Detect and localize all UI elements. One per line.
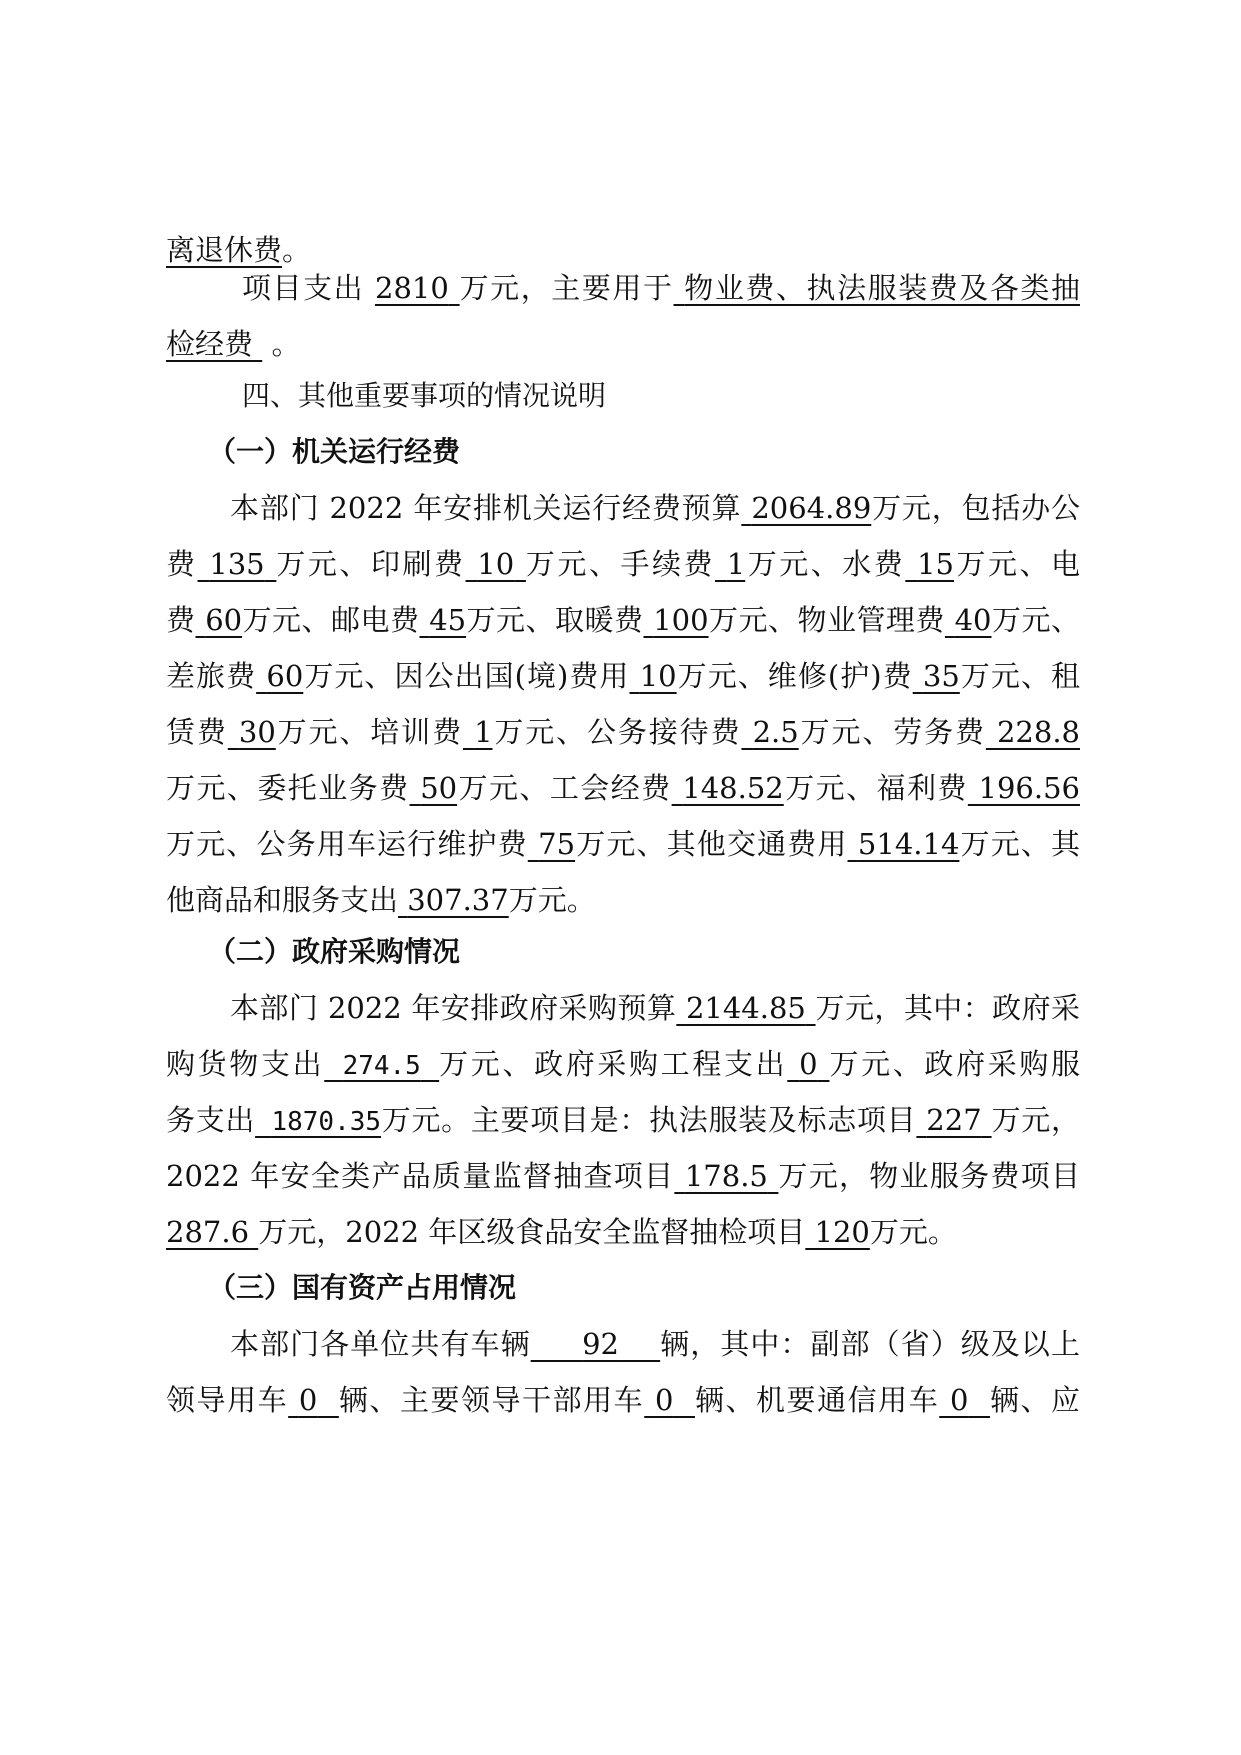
text-line-11: 万元、委托业务费 50万元、工会经费 148.52万元、福利费 196.56 <box>166 771 1080 805</box>
underlined-item: 物业费、执法服装费及各类抽 <box>684 271 1080 305</box>
text-line-18: 2022 年安全类产品质量监督抽查项目 178.5 万元，物业服务费项目 <box>166 1159 1080 1193</box>
section-heading-4: 四、其他重要事项的情况说明 <box>242 379 607 412</box>
underlined-item: 检经费 <box>166 327 254 361</box>
text-line-19: 287.6 万元，2022 年区级食品安全监督抽检项目 120万元。 <box>166 1215 957 1249</box>
text-run: 。 <box>282 233 312 267</box>
underlined-value: 92 <box>582 1327 619 1361</box>
underlined-value: 50 <box>420 771 458 805</box>
underlined-value: 148.52 <box>682 771 784 805</box>
underlined-value: 287.6 <box>166 1215 250 1249</box>
underlined-value: 1 <box>726 547 746 581</box>
text-line-21: 本部门各单位共有车辆 92 辆，其中：副部（省）级及以上 <box>230 1327 1080 1361</box>
subsection-heading-3: （三）国有资产占用情况 <box>208 1271 517 1304</box>
underlined-value: 0 <box>799 1047 818 1081</box>
underlined-value: 30 <box>238 715 276 749</box>
text-line-13: 他商品和服务支出 307.37万元。 <box>166 883 596 917</box>
text-run: 。 <box>271 327 301 361</box>
text-run: 项目支出 <box>242 271 365 305</box>
underlined-value: 60 <box>266 659 304 693</box>
underlined-value: 1870.35 <box>271 1107 382 1137</box>
text-line-16: 购货物支出 274.5 万元、政府采购工程支出 0 万元、政府采购服 <box>166 1047 1081 1081</box>
text-line-15: 本部门 2022 年安排政府采购预算 2144.85 万元，其中：政府采 <box>230 991 1081 1025</box>
text-line-22: 领导用车 0 辆、主要领导干部用车 0 辆、机要通信用车 0 辆、应 <box>166 1383 1081 1417</box>
underlined-value: 10 <box>639 659 677 693</box>
underlined-value: 1 <box>474 715 493 749</box>
underlined-value: 514.14 <box>857 827 960 861</box>
text-line-9: 差旅费 60万元、因公出国(境)费用 10万元、维修(护)费 35万元、租 <box>166 659 1080 693</box>
underlined-value: 2810 <box>375 271 449 305</box>
underlined-value: 0 <box>298 1383 318 1417</box>
underlined-value: 2.5 <box>752 715 799 749</box>
underlined-value: 60 <box>205 603 243 637</box>
underlined-value: 196.56 <box>978 771 1080 805</box>
subsection-heading-1: （一）机关运行经费 <box>208 435 461 468</box>
text-line-10: 赁费 30万元、培训费 1万元、公务接待费 2.5万元、劳务费 228.8 <box>166 715 1080 749</box>
underlined-value: 227 <box>926 1103 982 1137</box>
text-line-8: 费 60万元、邮电费 45万元、取暖费 100万元、物业管理费 40万元、 <box>166 603 1080 637</box>
underlined-value: 40 <box>954 603 992 637</box>
underlined-value: 2064.89 <box>751 491 872 525</box>
underlined-value: 35 <box>922 659 960 693</box>
underlined-value: 274.5 <box>342 1051 421 1081</box>
text-run: 万元，主要用于 <box>459 271 674 305</box>
text-line-12: 万元、公务用车运行维护费 75万元、其他交通费用 514.14万元、其 <box>166 827 1080 861</box>
underlined-value: 75 <box>538 827 576 861</box>
underlined-value: 120 <box>814 1215 870 1249</box>
underlined-value: 228.8 <box>996 715 1080 749</box>
text-line-3 <box>166 320 1080 368</box>
underlined-value: 135 <box>209 547 265 581</box>
underlined-value: 2144.85 <box>685 991 806 1025</box>
text-line-2 <box>242 264 1080 312</box>
underlined-item: 离退休费 <box>166 233 283 267</box>
underlined-value: 178.5 <box>684 1159 768 1193</box>
underlined-value: 10 <box>477 547 515 581</box>
underlined-value: 307.37 <box>407 883 509 917</box>
underlined-value: 0 <box>654 1383 674 1417</box>
underlined-value: 100 <box>653 603 709 637</box>
subsection-heading-2: （二）政府采购情况 <box>208 935 461 968</box>
text-line-7: 费 135 万元、印刷费 10 万元、手续费 1万元、水费 15万元、电 <box>166 547 1081 581</box>
text-line-17: 务支出 1870.35万元。主要项目是：执法服装及标志项目 227 万元， <box>166 1103 1080 1137</box>
underlined-value: 0 <box>950 1383 969 1417</box>
underlined-value: 45 <box>429 603 467 637</box>
underlined-value: 15 <box>917 547 954 581</box>
text-line-6: 本部门 2022 年安排机关运行经费预算 2064.89万元，包括办公 <box>230 491 1080 525</box>
